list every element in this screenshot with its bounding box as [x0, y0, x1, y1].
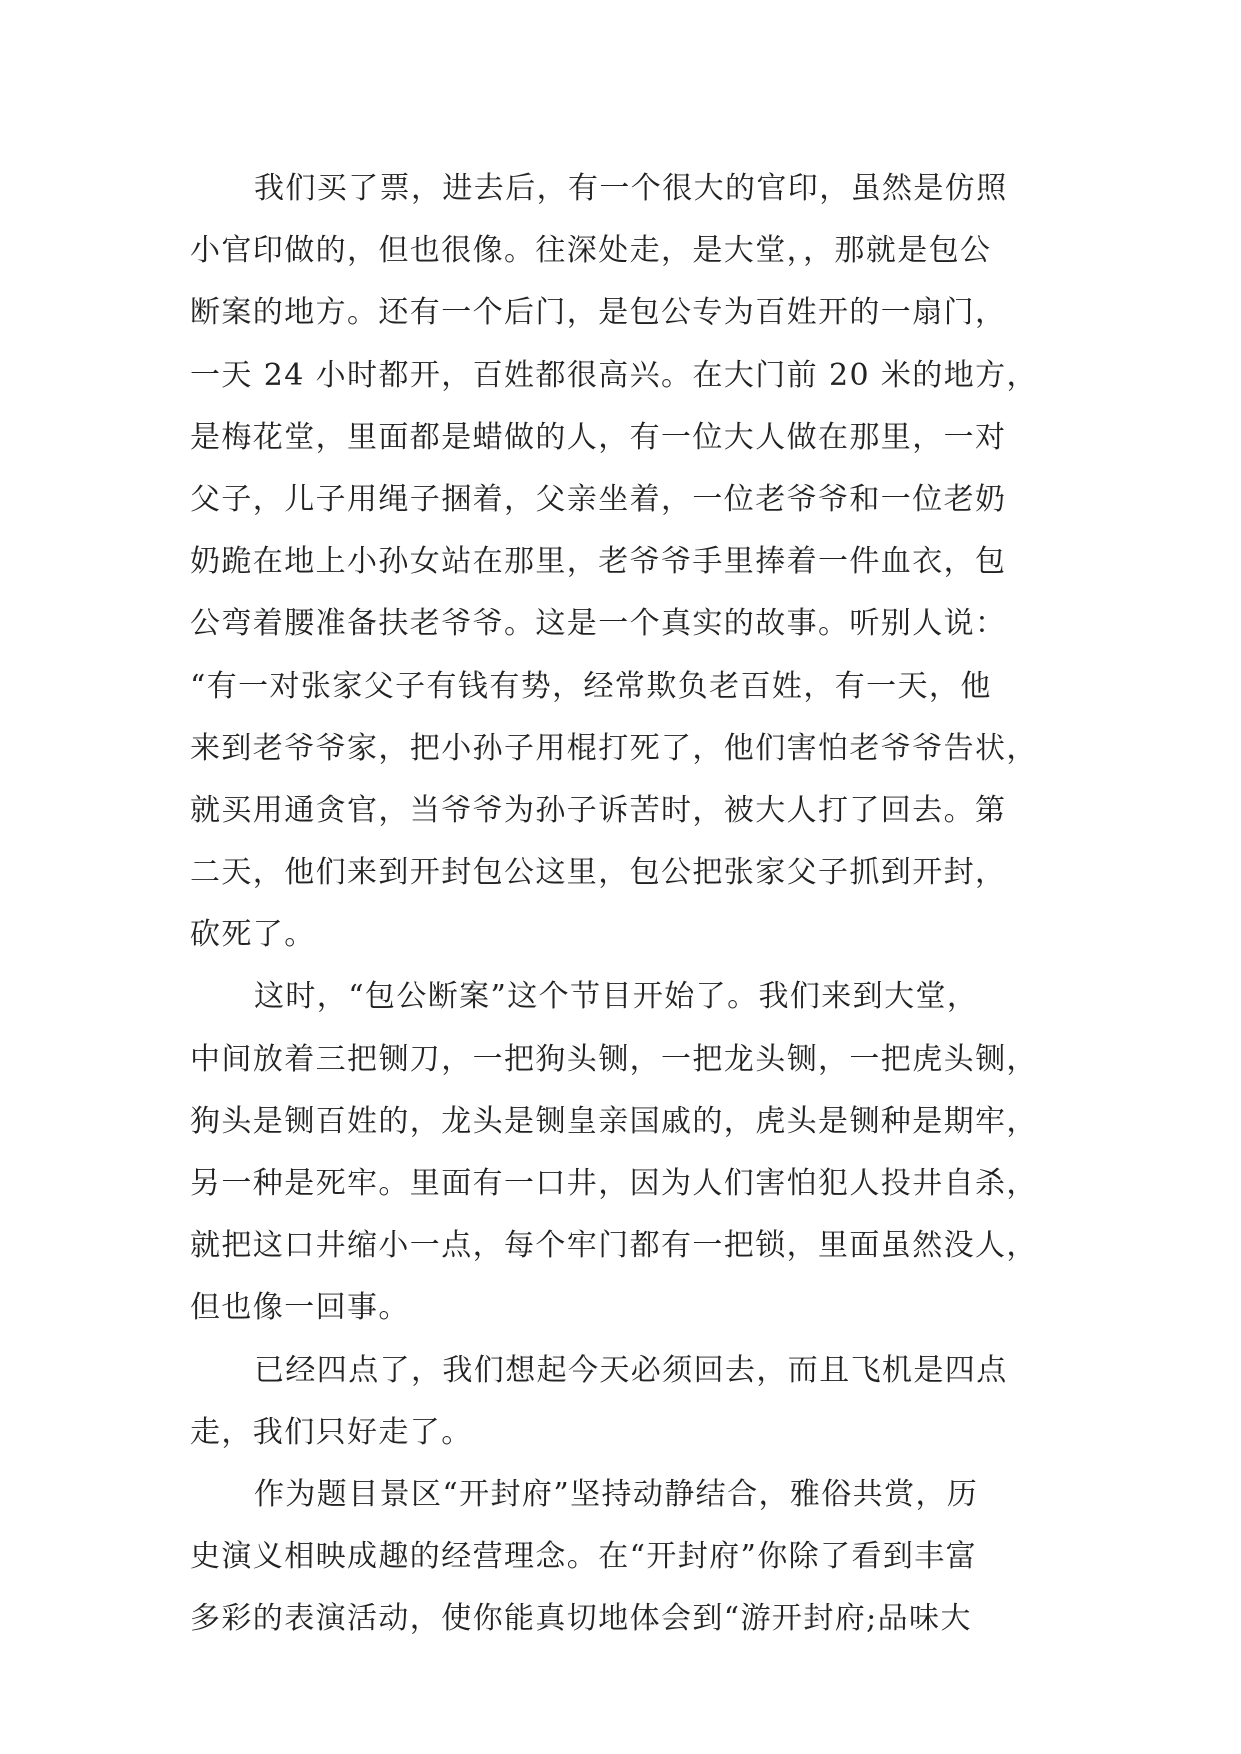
text-line: 公弯着腰准备扶老爷爷。这是一个真实的故事。听别人说： — [190, 606, 1007, 642]
paragraph-4 — [190, 1464, 1052, 1651]
text-line: 这时，“包公断案”这个节目开始了。我们来到大堂， — [254, 979, 979, 1015]
text-line: 多彩的表演活动，使你能真切地体会到“游开封府;品味大 — [190, 1601, 972, 1637]
text-line: 奶跪在地上小孙女站在那里，老爷爷手里捧着一件血衣，包 — [190, 544, 1007, 580]
text-line: 二天，他们来到开封包公这里，包公把张家父子抓到开封， — [190, 855, 1007, 891]
document-body — [190, 158, 1052, 1651]
text-line: 一天 24 小时都开，百姓都很高兴。在大门前 20 米的地方， — [190, 357, 1038, 393]
text-line: 作为题目景区“开封府”坚持动静结合，雅俗共赏，历 — [254, 1476, 979, 1512]
text-line: 来到老爷爷家，把小孙子用棍打死了，他们害怕老爷爷告状， — [190, 730, 1038, 766]
text-line: 但也像一回事。 — [190, 1290, 410, 1326]
text-line: 狗头是铡百姓的，龙头是铡皇亲国戚的，虎头是铡种是期牢， — [190, 1103, 1038, 1139]
paragraph-1 — [190, 158, 1052, 966]
paragraph-2 — [190, 966, 1052, 1339]
paragraph-3 — [190, 1340, 1052, 1464]
text-line: 就买用通贪官，当爷爷为孙子诉苦时，被大人打了回去。第 — [190, 792, 1007, 828]
text-line: 我们买了票，进去后，有一个很大的官印，虽然是仿照 — [254, 171, 1008, 206]
text-line: 史演义相映成趣的经营理念。在“开封府”你除了看到丰富 — [190, 1539, 978, 1575]
text-line: “有一对张家父子有钱有势，经常欺负老百姓，有一天，他 — [190, 668, 992, 704]
text-line: 砍死了。 — [190, 917, 316, 953]
text-line: 已经四点了，我们想起今天必须回去，而且飞机是四点 — [254, 1352, 1008, 1388]
text-line: 另一种是死牢。里面有一口井，因为人们害怕犯人投井自杀， — [190, 1166, 1038, 1201]
text-line: 断案的地方。还有一个后门，是包公专为百姓开的一扇门， — [190, 295, 1007, 331]
text-line: 就把这口井缩小一点，每个牢门都有一把锁，里面虽然没人， — [190, 1228, 1038, 1264]
text-line: 走，我们只好走了。 — [190, 1414, 473, 1450]
text-line: 小官印做的，但也很像。往深处走，是大堂，，那就是包公 — [190, 233, 992, 269]
text-line: 父子，儿子用绳子捆着，父亲坐着，一位老爷爷和一位老奶 — [190, 481, 1007, 517]
text-line: 中间放着三把铡刀，一把狗头铡，一把龙头铡，一把虎头铡， — [190, 1041, 1038, 1077]
text-line: 是梅花堂，里面都是蜡做的人，有一位大人做在那里，一对 — [190, 419, 1007, 455]
